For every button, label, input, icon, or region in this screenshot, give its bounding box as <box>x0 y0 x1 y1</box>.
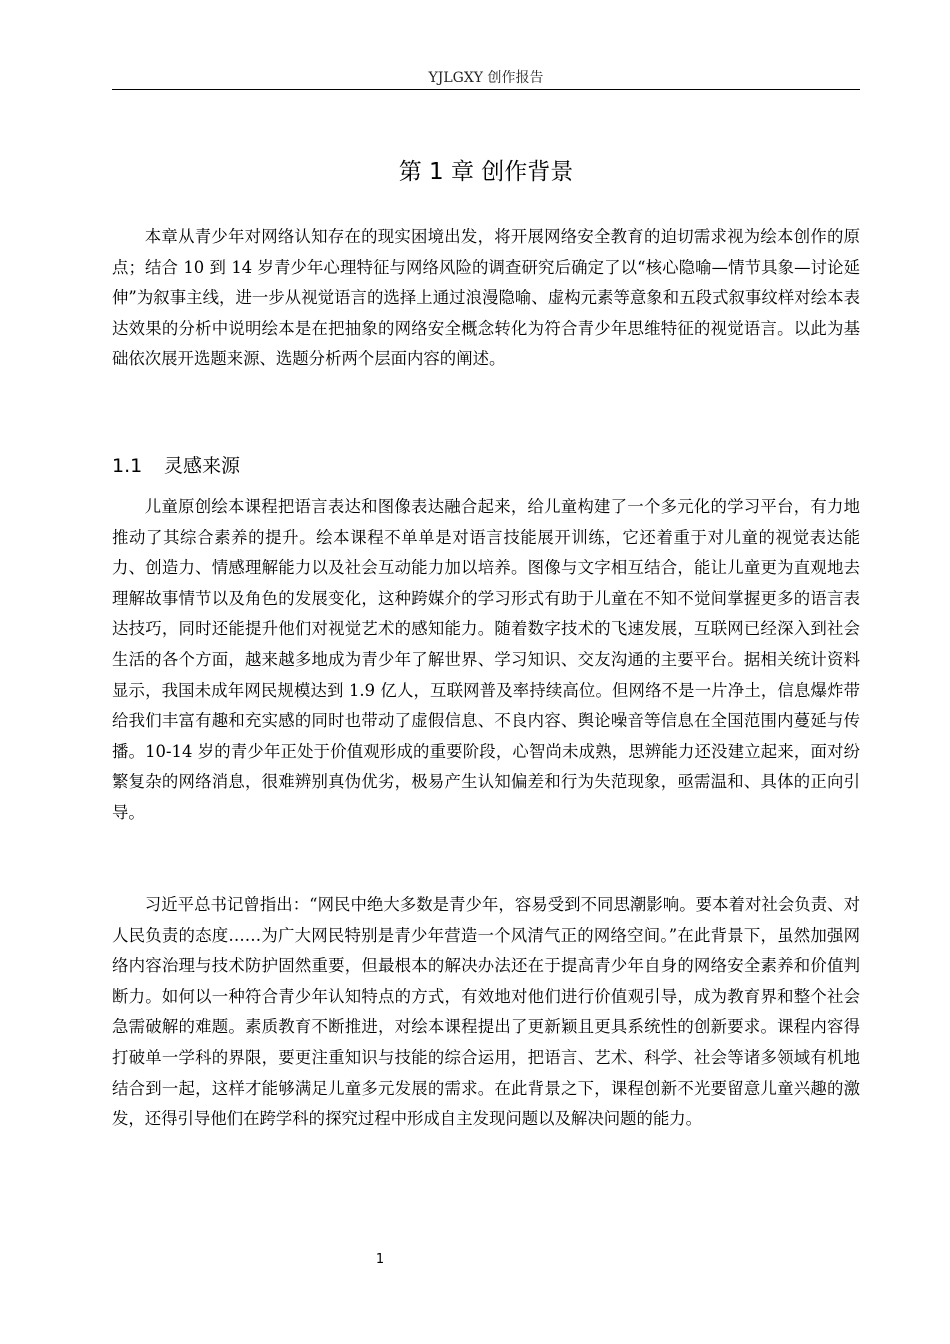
body-paragraph: 儿童原创绘本课程把语言表达和图像表达融合起来，给儿童构建了一个多元化的学习平台，有力地推动了其综合素养的提升。绘本课程不单单是对语言技能展开训练，它还着重于对儿童的视觉表达能力、创造力、情感理解能力以及社会互动能力加以培养。图像与文字相互结合，能让儿童更为直观地去理解故事情节以及角色的发展变化，这种跨媒介的学习形式有助于儿童在不知不觉间掌握更多的语言表达技巧，同时还能提升他们对视觉艺术的感知能力。随着数字技术的飞速发展，互联网已经深入到社会生活的各个方面，越来越多地成为青少年了解世界、学习知识、交友沟通的主要平台。据相关统计资料显示，我国未成年网民规模达到 1.9 亿人，互联网普及率持续高位。但网络不是一片净土，信息爆炸带给我们丰富有趣和充实感的同时也带动了虚假信息、不良内容、舆论噪音等信息在全国范围内蔓延与传播。10-14 岁的青少年正处于价值观形成的重要阶段，心智尚未成熟，思辨能力还没建立起来，面对纷繁复杂的网络消息，很难辨别真伪优劣，极易产生认知偏差和行为失范现象，亟需温和、具体的正向引导。 <box>112 497 860 822</box>
header-divider <box>112 89 860 90</box>
section-number: 1.1 <box>112 455 143 477</box>
chapter-title: 第 1 章 创作背景 <box>398 159 574 185</box>
running-header: YJLGXY 创作报告 <box>428 70 544 86</box>
section-heading <box>112 449 860 483</box>
section-title: 灵感来源 <box>164 455 241 477</box>
body-paragraph: 习近平总书记曾指出：“网民中绝大多数是青少年，容易受到不同思潮影响。要本着对社会负责、对人民负责的态度……为广大网民特别是青少年营造一个风清气正的网络空间。”在此背景下，虽然加强网络内容治理与技术防护固然重要，但最根本的解决办法还在于提高青少年自身的网络安全素养和价值判断力。如何以一种符合青少年认知特点的方式，有效地对他们进行价值观引导，成为教育界和整个社会急需破解的难题。素质教育不断推进，对绘本课程提出了更新颖且更具系统性的创新要求。课程内容得打破单一学科的界限，要更注重知识与技能的综合运用，把语言、艺术、科学、社会等诸多领域有机地结合到一起，这样才能够满足儿童多元发展的需求。在此背景之下，课程创新不光要留意儿童兴趣的激发，还得引导他们在跨学科的探究过程中形成自主发现问题以及解决问题的能力。 <box>112 895 860 1129</box>
chapter-intro-paragraph: 本章从青少年对网络认知存在的现实困境出发，将开展网络安全教育的迫切需求视为绘本创作的原点；结合 10 到 14 岁青少年心理特征与网络风险的调查研究后确定了以“核心隐喻—情节具象—讨论延伸”为叙事主线，进一步从视觉语言的选择上通过浪漫隐喻、虚构元素等意象和五段式叙事纹样对绘本表达效果的分析中说明绘本是在把抽象的网络安全概念转化为符合青少年思维特征的视觉语言。以此为基础依次展开选题来源、选题分析两个层面内容的阐述。 <box>112 227 860 369</box>
page-number: 1 <box>375 1252 385 1267</box>
